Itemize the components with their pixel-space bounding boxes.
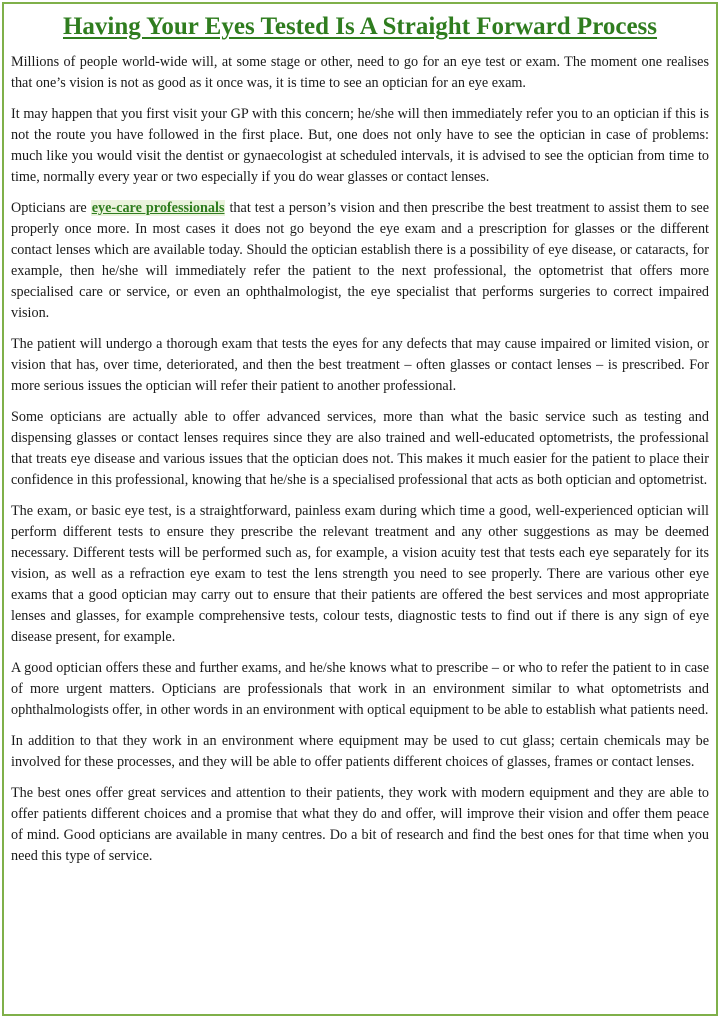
eye-care-professionals-link[interactable]: eye-care professionals	[91, 200, 225, 216]
paragraph-4: The patient will undergo a thorough exam that tests the eyes for any defects that may cause impaired or limited vision, or vision that has, over time, deteriorated, and then the best treatment – often glasses or contact lenses – is prescribed. For more serious issues the optician will refer their patient to another professional.	[11, 336, 709, 394]
article-title: Having Your Eyes Tested Is A Straight Forward Process	[62, 13, 658, 40]
paragraph-8: In addition to that they work in an environment where equipment may be used to cut glass; certain chemicals may be involved for these processes, and they will be able to offer patients different choices of glasses, frames or contact lenses.	[11, 733, 709, 770]
article	[4, 4, 716, 867]
page-frame	[2, 2, 718, 1016]
paragraph-7: A good optician offers these and further exams, and he/she knows what to prescribe – or who to refer the patient to in case of more urgent matters. Opticians are professionals that work in an environment similar to what optometrists and ophthalmologists offer, in other words in an environment with optical equipment to be able to establish what patients need.	[11, 660, 709, 718]
paragraph-3	[11, 198, 709, 324]
paragraph-3-end: that test a person’s vision and then prescribe the best treatment to assist them to see properly once more. In most cases it does not go beyond the eye exam and a prescription for glasses or the different contact lenses which are available today. Should the optician establish there is a possibility of eye disease, or cataracts, for example, then he/she will immediately refer the patient to the next professional, the optometrist that offers more specialised care or service, or even an ophthalmologist, the eye specialist that performs surgeries to correct impaired vision.	[11, 200, 709, 321]
paragraph-1: Millions of people world-wide will, at some stage or other, need to go for an eye test or exam. The moment one realises that one’s vision is not as good as it once was, it is time to see an optician for an eye exam.	[11, 54, 709, 91]
paragraph-3-start: Opticians are	[11, 200, 91, 216]
paragraph-6: The exam, or basic eye test, is a straightforward, painless exam during which time a good, well-experienced optician will perform different tests to ensure they prescribe the relevant treatment and any other suggestions as may be deemed necessary. Different tests will be performed such as, for example, a vision acuity test that tests each eye separately for its vision, as well as a refraction eye exam to test the lens strength you need to see properly. There are various other eye exams that a good optician may carry out to ensure that their patients are offered the best services and most appropriate lenses and glasses, for example comprehensive tests, colour tests, diagnostic tests to find out if there is any sign of eye disease present, for example.	[11, 503, 709, 645]
paragraph-2: It may happen that you first visit your GP with this concern; he/she will then immediately refer you to an optician if this is not the route you have followed in the first place. But, one does not only have to see the optician in case of problems: much like you would visit the dentist or gynaecologist at scheduled intervals, it is advised to see the optician from time to time, normally every year or two especially if you do wear glasses or contact lenses.	[11, 106, 709, 185]
paragraph-9: The best ones offer great services and attention to their patients, they work with modern equipment and they are able to offer patients different choices and a promise that what they do and offer, will improve their vision and offer them peace of mind. Good opticians are available in many centres. Do a bit of research and find the best ones for that time when you need this type of service.	[11, 785, 709, 864]
paragraph-5: Some opticians are actually able to offer advanced services, more than what the basic service such as testing and dispensing glasses or contact lenses requires since they are also trained and well-educated optometrists, the professional that treats eye disease and various issues that the optician does not. This makes it much easier for the patient to place their confidence in this professional, knowing that he/she is a specialised professional that acts as both optician and optometrist.	[11, 409, 709, 488]
